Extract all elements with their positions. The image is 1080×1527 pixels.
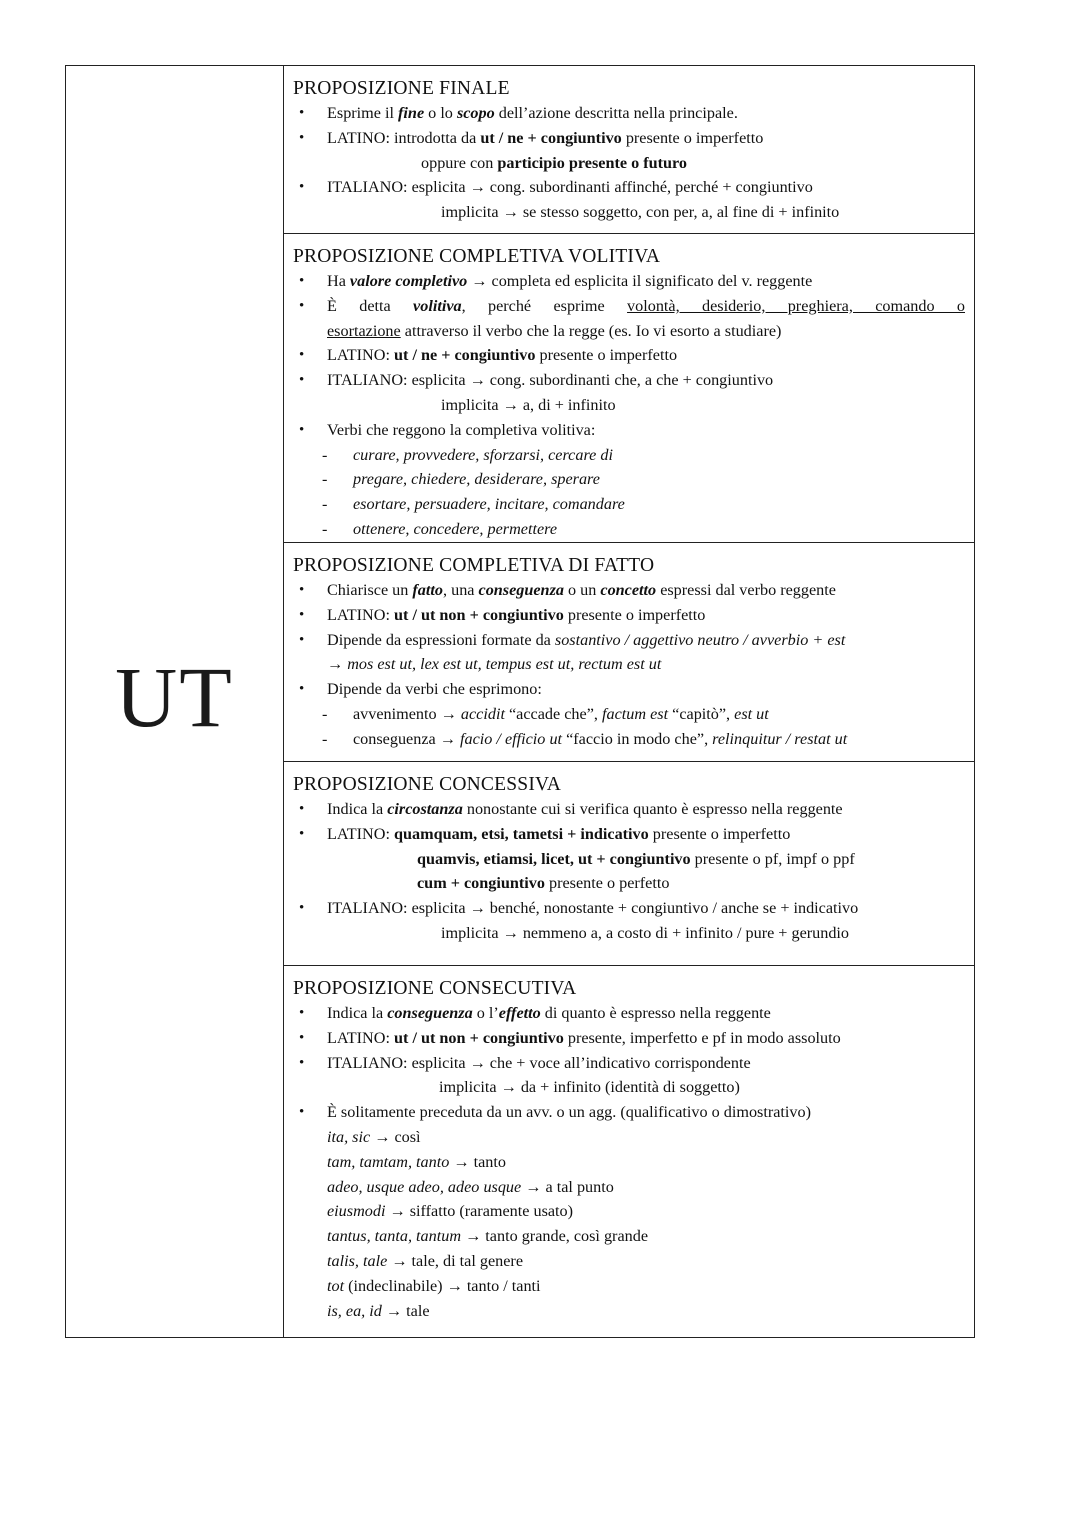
list-item: • ITALIANO: esplicita → benché, nonostante + congiuntivo / anche se + indicativo <box>293 896 965 921</box>
list-item: • ITALIANO: esplicita → cong. subordinanti che, a che + congiuntivo <box>293 368 965 393</box>
arrow-icon: → <box>453 1152 470 1171</box>
arrow-icon: → <box>469 178 486 197</box>
list-item: • Ha valore completivo → completa ed esplicita il significato del v. reggente <box>293 269 965 294</box>
arrow-icon: → <box>469 899 486 918</box>
adverb-item: is, ea, id → tale <box>327 1301 430 1320</box>
list-item: • Dipende da verbi che esprimono: <box>293 677 965 702</box>
list-item: • Verbi che reggono la completiva volitiva: <box>293 418 965 443</box>
list-item: • LATINO: ut / ne + congiuntivo presente o imperfetto <box>293 343 965 368</box>
list-item: • È solitamente preceduta da un avv. o un agg. (qualificativo o dimostrativo) <box>293 1100 965 1125</box>
section-title: PROPOSIZIONE CONSECUTIVA <box>293 978 577 999</box>
arrow-icon: → <box>500 1078 517 1097</box>
arrow-icon: → <box>374 1127 391 1146</box>
verb-list-item: - avvenimento → accidit “accade che”, factum est “capitò”, est ut <box>293 702 965 727</box>
section-title: PROPOSIZIONE FINALE <box>293 78 510 99</box>
list-item-continuation: implicita → nemmeno a, a costo di + infinito / pure + gerundio <box>441 923 850 942</box>
list-item: • LATINO: ut / ut non + congiuntivo presente o imperfetto <box>293 603 965 628</box>
list-item: • Indica la conseguenza o l’effetto di quanto è espresso nella reggente <box>293 1001 965 1026</box>
verb-list-item: - curare, provvedere, sforzarsi, cercare di <box>293 443 965 468</box>
adverb-item: tam, tamtam, tanto → tanto <box>327 1152 506 1171</box>
section-title: PROPOSIZIONE COMPLETIVA DI FATTO <box>293 555 655 576</box>
list-item-continuation: quamvis, etiamsi, licet, ut + congiuntivo presente o pf, impf o ppf <box>417 849 855 868</box>
list-item: • LATINO: quamquam, etsi, tametsi + indicativo presente o imperfetto <box>293 822 965 847</box>
adverb-item: ita, sic → così <box>327 1127 421 1146</box>
arrow-icon: → <box>327 655 344 674</box>
list-item: • LATINO: introdotta da ut / ne + congiuntivo presente o imperfetto <box>293 126 965 151</box>
arrow-icon: → <box>385 1301 403 1320</box>
section-volitiva <box>284 234 974 543</box>
list-item-continuation: cum + congiuntivo presente o perfetto <box>417 874 670 893</box>
arrow-icon: → <box>502 923 519 942</box>
adverb-item: talis, tale → tale, di tal genere <box>327 1251 524 1270</box>
list-item: • Dipende da espressioni formate da sostantivo / aggettivo neutro / avverbio + est <box>293 628 965 653</box>
adverb-item: adeo, usque adeo, adeo usque → a tal punto <box>327 1177 614 1196</box>
list-item-continuation: implicita → se stesso soggetto, con per, a, al fine di + infinito <box>441 203 840 222</box>
section-title: PROPOSIZIONE CONCESSIVA <box>293 774 562 795</box>
arrow-icon: → <box>446 1276 463 1295</box>
list-item: • ITALIANO: esplicita → cong. subordinanti affinché, perché + congiuntivo <box>293 175 965 200</box>
arrow-icon: → <box>391 1251 408 1270</box>
left-column <box>66 66 284 1337</box>
arrow-icon: → <box>439 729 456 748</box>
adverb-item: eiusmodi → siffatto (raramente usato) <box>327 1202 574 1221</box>
verb-list-item: - esortare, persuadere, incitare, comandare <box>293 492 965 517</box>
adverb-item: tantus, tanta, tantum → tanto grande, così grande <box>327 1227 649 1246</box>
list-item-continuation: implicita → da + infinito (identità di soggetto) <box>439 1078 740 1097</box>
list-item-continuation: oppure con participio presente o futuro <box>421 153 688 172</box>
list-item: • LATINO: ut / ut non + congiuntivo presente, imperfetto e pf in modo assoluto <box>293 1026 965 1051</box>
verb-list-item: - ottenere, concedere, permettere <box>293 517 965 542</box>
list-item: • Indica la circostanza nonostante cui si verifica quanto è espresso nella reggente <box>293 797 965 822</box>
list-item: • ITALIANO: esplicita → che + voce all’indicativo corrispondente <box>293 1051 965 1076</box>
list-item: • Chiarisce un fatto, una conseguenza o un concetto espressi dal verbo reggente <box>293 578 965 603</box>
section-finale <box>284 66 974 234</box>
verb-list-item: - pregare, chiedere, desiderare, sperare <box>293 467 965 492</box>
arrow-icon: → <box>502 395 519 414</box>
list-item-continuation: implicita → a, di + infinito <box>441 395 616 414</box>
section-consecutiva <box>284 966 974 1339</box>
list-item: • Esprime il fine o lo scopo dell’azione descritta nella principale. <box>293 101 965 126</box>
arrow-icon: → <box>469 1053 486 1072</box>
section-concessiva <box>284 762 974 966</box>
section-title: PROPOSIZIONE COMPLETIVA VOLITIVA <box>293 246 661 267</box>
grammar-table <box>65 65 975 1338</box>
list-item-continuation: → mos est ut, lex est ut, tempus est ut, rectum est ut <box>327 655 662 674</box>
arrow-icon: → <box>502 203 519 222</box>
arrow-icon: → <box>465 1227 482 1246</box>
arrow-icon: → <box>389 1202 406 1221</box>
list-item: • È detta volitiva, perché esprime volontà, desiderio, preghiera, comando o <box>293 294 965 319</box>
section-fatto <box>284 543 974 762</box>
ut-label: UT <box>115 649 234 745</box>
list-item-continuation: esortazione attraverso il verbo che la regge (es. Io vi esorto a studiare) <box>327 321 782 340</box>
arrow-icon: → <box>471 272 488 290</box>
right-column <box>284 66 974 1337</box>
verb-list-item: - conseguenza → facio / efficio ut “faccio in modo che”, relinquitur / restat ut <box>293 727 965 752</box>
arrow-icon: → <box>469 371 486 390</box>
adverb-item: tot (indeclinabile) → tanto / tanti <box>327 1276 541 1295</box>
arrow-icon: → <box>440 704 457 723</box>
arrow-icon: → <box>525 1177 542 1196</box>
